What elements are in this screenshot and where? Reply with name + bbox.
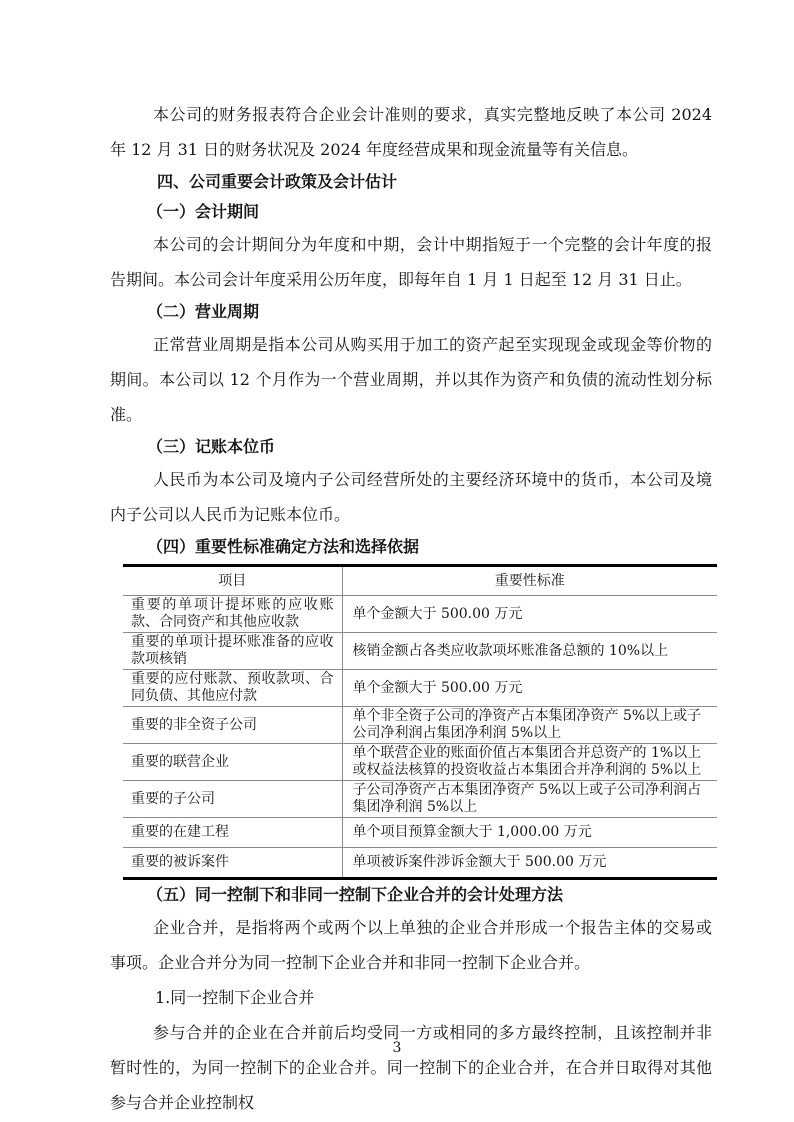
subsection-1-heading: （一）会计期间 [147, 202, 260, 221]
table-row [123, 848, 717, 879]
cell-item: 重要的非全资子公司 [123, 707, 342, 744]
numbered-item-1: 1.同一控制下企业合并 [155, 988, 315, 1007]
subsection-3-paragraph: 人民币为本公司及境内子公司经营所处的主要经济环境中的货币，本公司及境内子公司以人民币为记账本位币。 [110, 470, 712, 524]
subsection-1-paragraph: 本公司的会计期间分为年度和中期，会计中期指短于一个完整的会计年度的报告期间。本公司会计年度采用公历年度，即每年自 1 月 1 日起至 12 月 31 日止。 [110, 235, 712, 289]
merger-detail-paragraph: 参与合并的企业在合并前后均受同一方或相同的多方最终控制，且该控制并非暂时性的，为同一控制下的企业合并。同一控制下的企业合并，在合并日取得对其他参与合并企业控制权 [110, 1023, 712, 1112]
merger-paragraph: 企业合并，是指将两个或两个以上单独的企业合并形成一个报告主体的交易或事项。企业合并分为同一控制下企业合并和非同一控制下企业合并。 [110, 918, 712, 972]
cell-criteria: 单个项目预算金额大于 1,000.00 万元 [342, 818, 717, 848]
cell-item: 重要的联营企业 [123, 744, 342, 781]
cell-criteria: 单项被诉案件涉诉金额大于 500.00 万元 [352, 854, 607, 870]
subsection-2-paragraph: 正常营业周期是指本公司从购买用于加工的资产起至实现现金或现金等价物的期间。本公司以 12 个月作为一个营业周期，并以其作为资产和负债的流动性划分标准。 [110, 335, 712, 424]
cell-criteria: 单个非全资子公司的净资产占本集团净资产 5%以上或子公司净利润占集团净利润 5%以上 [342, 707, 717, 744]
subsection-4-heading: （四）重要性标准确定方法和选择依据 [147, 537, 420, 556]
materiality-table [123, 564, 717, 880]
cell-item: 重要的单项计提坏账准备的应收款项核销 [123, 633, 342, 670]
subsection-3-heading: （三）记账本位币 [147, 437, 276, 456]
table-row [123, 781, 717, 818]
table-row [123, 707, 717, 744]
page-content [110, 0, 712, 1120]
table-row [123, 818, 717, 848]
table-header-row [123, 566, 717, 596]
subsection-5-heading: （五）同一控制下和非同一控制下企业合并的会计处理方法 [147, 885, 564, 904]
intro-paragraph: 本公司的财务报表符合企业会计准则的要求，真实完整地反映了本公司 2024 年 12 月 31 日的财务状况及 2024 年度经营成果和现金流量等有关信息。 [110, 105, 712, 159]
cell-item: 重要的被诉案件 [123, 848, 342, 879]
col-header-item: 项目 [123, 566, 342, 596]
cell-item: 重要的单项计提坏账的应收账款、合同资产和其他应收款 [123, 596, 342, 633]
section-4-heading: 四、公司重要会计政策及会计估计 [157, 172, 398, 191]
table-row [123, 670, 717, 707]
cell-item: 重要的应付账款、预收款项、合同负债、其他应付款 [123, 670, 342, 707]
cell-criteria: 单个联营企业的账面价值占本集团合并总资产的 1%以上或权益法核算的投资收益占本集团合并净利润的 5%以上 [342, 744, 717, 781]
page-number: 3 [392, 1040, 402, 1056]
cell-criteria: 单个金额大于 500.00 万元 [342, 670, 717, 707]
cell-criteria: 单个金额大于 500.00 万元 [342, 596, 717, 633]
cell-criteria: 核销金额占各类应收款项坏账准备总额的 10%以上 [342, 633, 717, 670]
table-row [123, 633, 717, 670]
subsection-2-heading: （二）营业周期 [147, 302, 260, 321]
cell-item: 重要的子公司 [123, 781, 342, 818]
col-header-criteria: 重要性标准 [342, 566, 717, 596]
table-row [123, 596, 717, 633]
table-row [123, 744, 717, 781]
cell-criteria: 子公司净资产占本集团净资产 5%以上或子公司净利润占集团净利润 5%以上 [342, 781, 717, 818]
cell-item: 重要的在建工程 [123, 818, 342, 848]
